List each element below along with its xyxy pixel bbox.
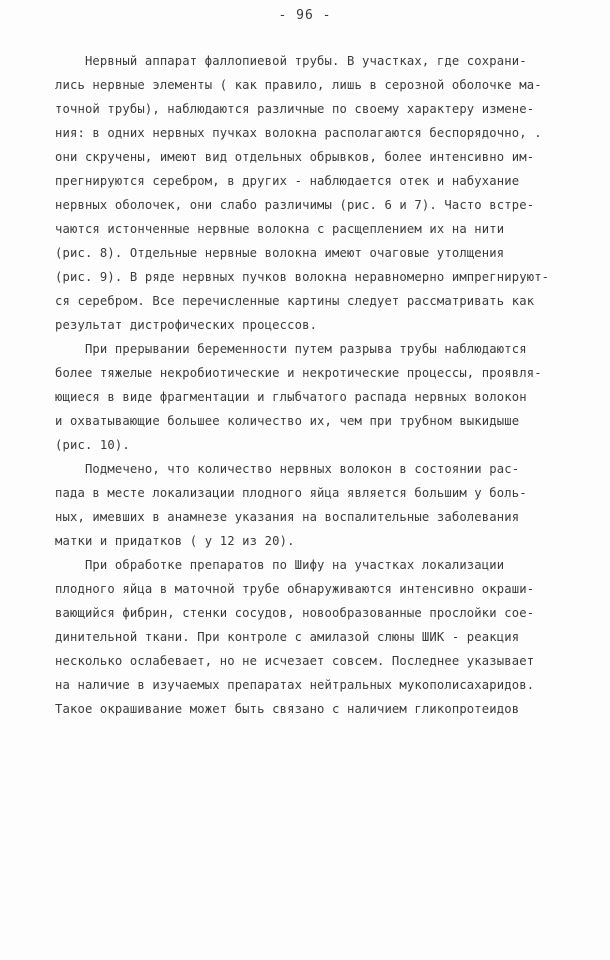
text-line: (рис. 9). В ряде нервных пучков волокна неравномерно импрегнируют- [55,270,550,284]
text-line: (рис. 10). [55,438,130,452]
text-line: ющиеся в виде фрагментации и глыбчатого распада нервных волокон [55,390,527,404]
text-line: чаются истонченные нервные волокна с расщеплением их на нити [55,222,505,236]
text-line: лись нервные элементы ( как правило, лишь в серозной оболочке ма- [55,78,542,92]
text-line: плодного яйца в маточной трубе обнаруживаются интенсивно окраши- [55,582,535,596]
text-line: ся серебром. Все перечисленные картины следует рассматривать как [55,294,535,308]
text-line: точной трубы), наблюдаются различные по своему характеру измене- [55,102,535,116]
text-line: вающийся фибрин, стенки сосудов, новообразованные прослойки сое- [55,606,535,620]
text-line: пада в месте локализации плодного яйца является большим у боль- [55,486,527,500]
text-line: результат дистрофических процессов. [55,318,318,332]
text-line: (рис. 8). Отдельные нервные волокна имеют очаговые утолщения [55,246,505,260]
text-line: При обработке препаратов по Шифу на участках локализации [55,558,505,572]
text-line: нервных оболочек, они слабо различимы (рис. 6 и 7). Часто встре- [55,198,535,212]
text-line: динительной ткани. При контроле с амилазой слюны ШИК - реакция [55,630,520,644]
text-line: матки и придатков ( у 12 из 20). [55,534,295,548]
text-line: они скручены, имеют вид отдельных обрывков, более интенсивно им- [55,150,535,164]
text-line: ния: в одних нервных пучках волокна располагаются беспорядочно, . [55,126,542,140]
text-line: и охватывающие большее количество их, чем при трубном выкидыше [55,414,520,428]
text-line: Такое окрашивание может быть связано с наличием гликопротеидов [55,702,520,716]
text-line: При прерывании беременности путем разрыва трубы наблюдаются [55,342,527,356]
page-number: - 96 - [278,8,332,23]
text-line: Подмечено, что количество нервных волокон в состоянии рас- [55,462,520,476]
text-line: Нервный аппарат фаллопиевой трубы. В участках, где сохрани- [55,54,527,68]
text-line: ных, имевших в анамнезе указания на воспалительные заболевания [55,510,520,524]
text-line: более тяжелые некробиотические и некротические процессы, проявля- [55,366,542,380]
text-line: прегнируются серебром, в других - наблюдается отек и набухание [55,174,520,188]
text-line: на наличие в изучаемых препаратах нейтральных мукополисахаридов. [55,678,535,692]
text-line: несколько ослабевает, но не исчезает совсем. Последнее указывает [55,654,535,668]
